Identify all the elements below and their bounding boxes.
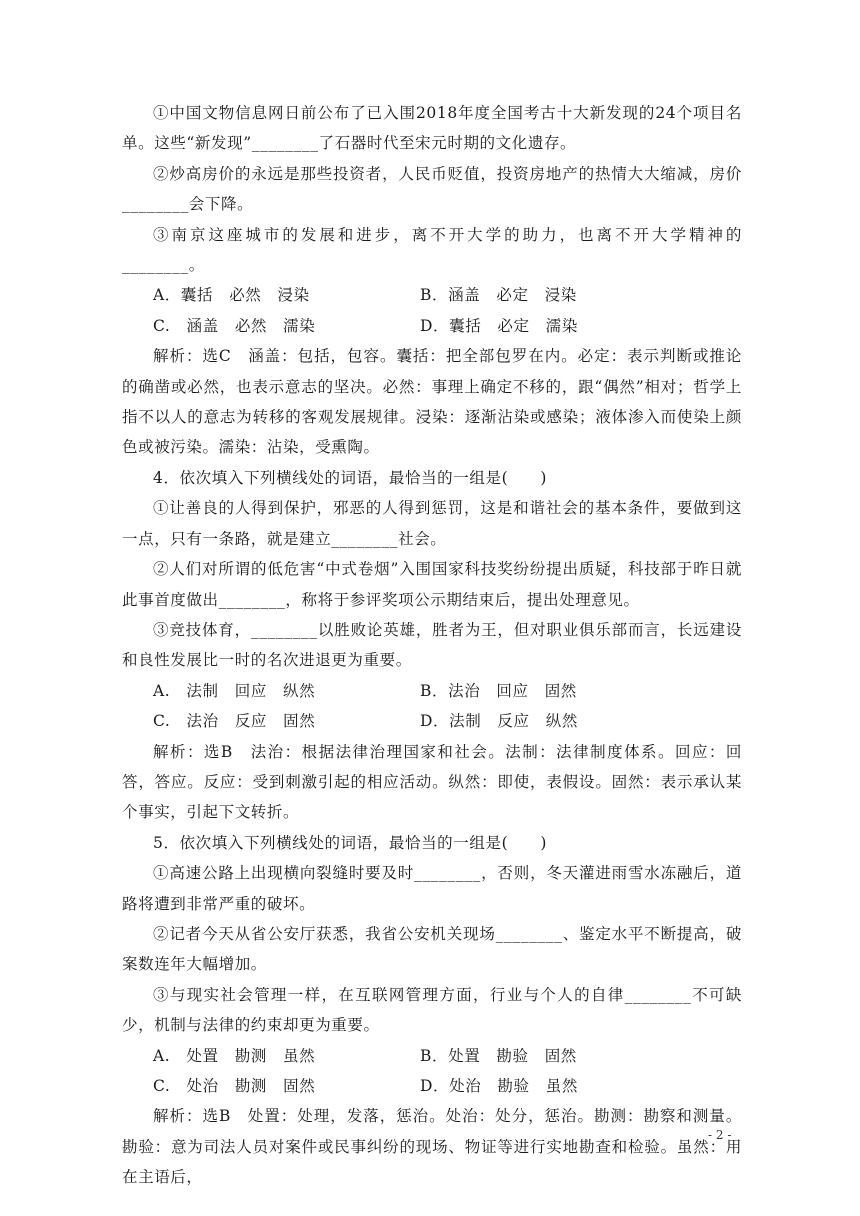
answer-option: C. 法治 反应 固然 [153,712,316,731]
paragraph: ②记者今天从省公安厅获悉，我省公安机关现场________、鉴定水平不断提高，破案数连年大幅增加。 [122,924,742,974]
paragraph: ③南京这座城市的发展和进步，离不开大学的助力，也离不开大学精神的________。 [122,225,742,275]
answer-option: B．处置 勘验 固然 [420,1046,577,1065]
paragraph: ②人们对所谓的低危害“中式卷烟”入围国家科技奖纷纷提出质疑，科技部于昨日就此事首度做出________，称将于参评奖项公示期结束后，提出处理意见。 [122,560,742,609]
answer-options-row [122,1071,742,1101]
answer-option: B．涵盖 必定 浸染 [420,286,577,305]
answer-options-row [122,706,742,736]
paragraph: ①中国文物信息网日前公布了已入围2018年度全国考古十大新发现的24个项目名单。这些“新发现”________了石器时代至宋元时期的文化遗存。 [122,104,742,153]
answer-option: A. 法制 回应 纵然 [153,681,316,700]
answer-option: D．处治 勘验 虽然 [420,1077,578,1095]
answer-option: D．法制 反应 纵然 [420,712,578,731]
answer-option: C. 涵盖 必然 濡染 [153,316,316,335]
answer-option: D．囊括 必定 濡染 [420,316,578,335]
answer-options-row [122,311,742,341]
answer-option: A．囊括 必然 浸染 [153,286,310,305]
answer-options-row [122,676,742,706]
answer-option: C. 处治 勘测 固然 [153,1077,316,1095]
paragraph: ③竞技体育，________以胜败论英雄，胜者为王，但对职业俱乐部而言，长远建设和良性发展比一时的名次进退更为重要。 [122,620,742,670]
paragraph: 4．依次填入下列横线处的词语，最恰当的一组是( ) [153,468,548,487]
paragraph: ②炒高房价的永远是那些投资者，人民币贬值，投资房地产的热情大大缩减，房价________会下降。 [122,164,742,214]
page-number: - 2 - [708,1128,732,1142]
answer-option: A. 处置 勘测 虽然 [153,1046,316,1065]
document-body [122,98,742,1193]
paragraph: 5．依次填入下列横线处的词语，最恰当的一组是( ) [153,833,548,852]
answer-option: B．法治 回应 固然 [420,681,577,700]
paragraph: ①高速公路上出现横向裂缝时要及时________，否则，冬天灌进雨雪水冻融后，道路将遭到非常严重的破坏。 [122,864,742,913]
paragraph: ①让善良的人得到保护，邪恶的人得到惩罚，这是和谐社会的基本条件，要做到这一点，只有一条路，就是建立________社会。 [122,499,742,548]
paragraph: 解析：选C 涵盖：包括，包容。囊括：把全部包罗在内。必定：表示判断或推论的确凿或必然，也表示意志的坚决。必然：事理上确定不移的，跟“偶然”相对；哲学上指不以人的意志为转移的客观发展规律。浸染：逐渐沾染或感染；液体渗入而使染上颜色或被污染。濡染：沾染，受熏陶。 [122,347,742,457]
answer-options-row [122,1041,742,1071]
paragraph: ③与现实社会管理一样，在互联网管理方面，行业与个人的自律________不可缺少，机制与法律的约束却更为重要。 [122,985,742,1035]
answer-options-row [122,280,742,310]
paragraph: 解析：选B 法治：根据法律治理国家和社会。法制：法律制度体系。回应：回答，答应。反应：受到刺激引起的相应活动。纵然：即使，表假设。固然：表示承认某个事实，引起下文转折。 [122,742,742,822]
paragraph: 解析：选B 处置：处理，发落，惩治。处治：处分，惩治。勘测：勘察和测量。勘验：意为司法人员对案件或民事纠纷的现场、物证等进行实地勘查和检验。虽然：用在主语后， [122,1107,742,1187]
